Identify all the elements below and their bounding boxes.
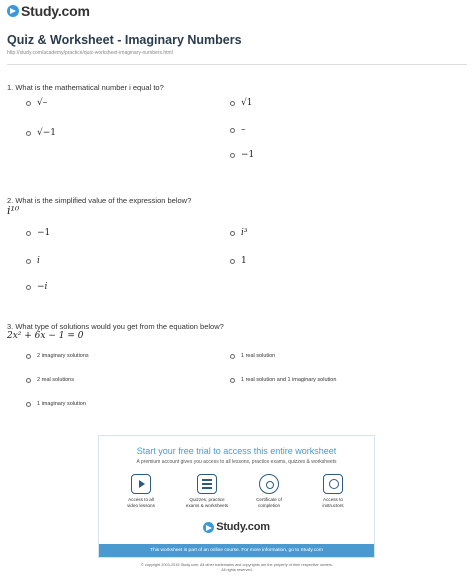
radio-button[interactable] [26, 131, 31, 136]
radio-button[interactable] [230, 259, 235, 264]
radio-button[interactable] [230, 153, 235, 158]
video-lesson-icon [131, 474, 151, 494]
copyright-line-2: All rights reserved. [221, 568, 253, 572]
promo-logo-text: Study.com [216, 521, 270, 533]
q3-option-5-label: 1 imaginary solution [37, 401, 86, 407]
feature-line-2: video lessons [127, 503, 155, 508]
radio-button[interactable] [26, 101, 31, 106]
q3-option-3[interactable] [26, 377, 74, 383]
promo-info-bar[interactable]: This worksheet is part of an online course. For more information, go to Study.com [99, 544, 374, 557]
q3-option-2[interactable] [230, 353, 275, 359]
q3-option-4-label: 1 real solution and 1 imaginary solution [241, 377, 337, 383]
feature-line-1: Quizzes, practice [189, 497, 225, 502]
q3-option-5[interactable] [26, 401, 86, 407]
q1-option-1-label: √– [37, 98, 48, 108]
q3-option-1-label: 2 imaginary solutions [37, 353, 89, 359]
q2-option-2[interactable] [230, 228, 248, 238]
q2-option-2-label: i³ [241, 228, 248, 238]
play-logo-icon [203, 522, 214, 533]
feature-line-2: exams & worksheets [185, 503, 229, 508]
feature-line-2: completion [257, 503, 281, 508]
certificate-icon [259, 474, 279, 494]
play-logo-icon [7, 5, 19, 17]
q2-option-5-label: −i [37, 282, 48, 292]
feature-line-2: instructors [322, 503, 344, 508]
promo-study-logo[interactable] [99, 521, 374, 533]
q3-option-1[interactable] [26, 353, 89, 359]
promo-subline: A premium account gives you access to all lessons, practice exams, quizzes & worksheets [136, 459, 337, 465]
q1-option-3-label: √−1 [37, 128, 57, 138]
q2-option-1-label: −1 [37, 228, 51, 238]
page-url: http://study.com/academy/practice/quiz-worksheet-imaginary-numbers.html [7, 50, 173, 56]
q1-option-5[interactable] [230, 150, 254, 160]
q2-option-4[interactable] [230, 256, 247, 266]
feature-instructors [305, 474, 361, 509]
q1-option-3[interactable] [26, 128, 56, 138]
q3-option-3-label: 2 real solutions [37, 377, 74, 383]
feature-line-1: Access to all [128, 497, 154, 502]
study-logo[interactable] [7, 3, 90, 19]
question-3-expression: 2x² + 6x − 1 = 0 [7, 331, 84, 341]
q1-option-4-label: – [241, 125, 246, 135]
promo-headline: Start your free trial to access this entire worksheet [136, 446, 337, 456]
header-divider [7, 64, 467, 65]
logo-text: Study.com [21, 3, 90, 19]
question-3-prompt: 3. What type of solutions would you get from the equation below? [7, 322, 224, 331]
question-2-expression: i¹⁰ [7, 204, 20, 217]
feature-line-1: Access to [323, 497, 343, 502]
q1-option-4[interactable] [230, 125, 246, 135]
q2-option-5[interactable] [26, 282, 47, 292]
q2-option-3-label: i [37, 256, 40, 266]
instructor-icon [323, 474, 343, 494]
q2-option-1[interactable] [26, 228, 50, 238]
feature-quizzes [179, 474, 235, 509]
page-title: Quiz & Worksheet - Imaginary Numbers [7, 33, 242, 47]
copyright-line-1: © copyright 2003-2015 Study.com. All other trademarks and copyrights are the property of their respective owners. [140, 563, 334, 567]
question-1-prompt: 1. What is the mathematical number i equal to? [7, 83, 164, 92]
feature-video-lessons [113, 474, 169, 509]
q1-option-5-label: −1 [241, 150, 255, 160]
q1-option-2-label: √1 [241, 98, 253, 108]
q1-option-2[interactable] [230, 98, 252, 108]
radio-button[interactable] [230, 231, 235, 236]
q3-option-4[interactable] [230, 377, 336, 383]
free-trial-promo[interactable] [98, 435, 375, 558]
radio-button[interactable] [26, 378, 31, 383]
q2-option-3[interactable] [26, 256, 40, 266]
radio-button[interactable] [26, 354, 31, 359]
radio-button[interactable] [26, 285, 31, 290]
radio-button[interactable] [230, 128, 235, 133]
quiz-icon [197, 474, 217, 494]
radio-button[interactable] [26, 402, 31, 407]
q2-option-4-label: 1 [241, 256, 247, 266]
q3-option-2-label: 1 real solution [241, 353, 276, 359]
question-2-prompt: 2. What is the simplified value of the expression below? [7, 196, 192, 205]
q1-option-1[interactable] [26, 98, 47, 108]
radio-button[interactable] [26, 259, 31, 264]
feature-certificate [241, 474, 297, 509]
radio-button[interactable] [230, 101, 235, 106]
radio-button[interactable] [230, 354, 235, 359]
copyright-notice [0, 563, 474, 573]
radio-button[interactable] [230, 378, 235, 383]
radio-button[interactable] [26, 231, 31, 236]
feature-line-1: Certificate of [256, 497, 282, 502]
